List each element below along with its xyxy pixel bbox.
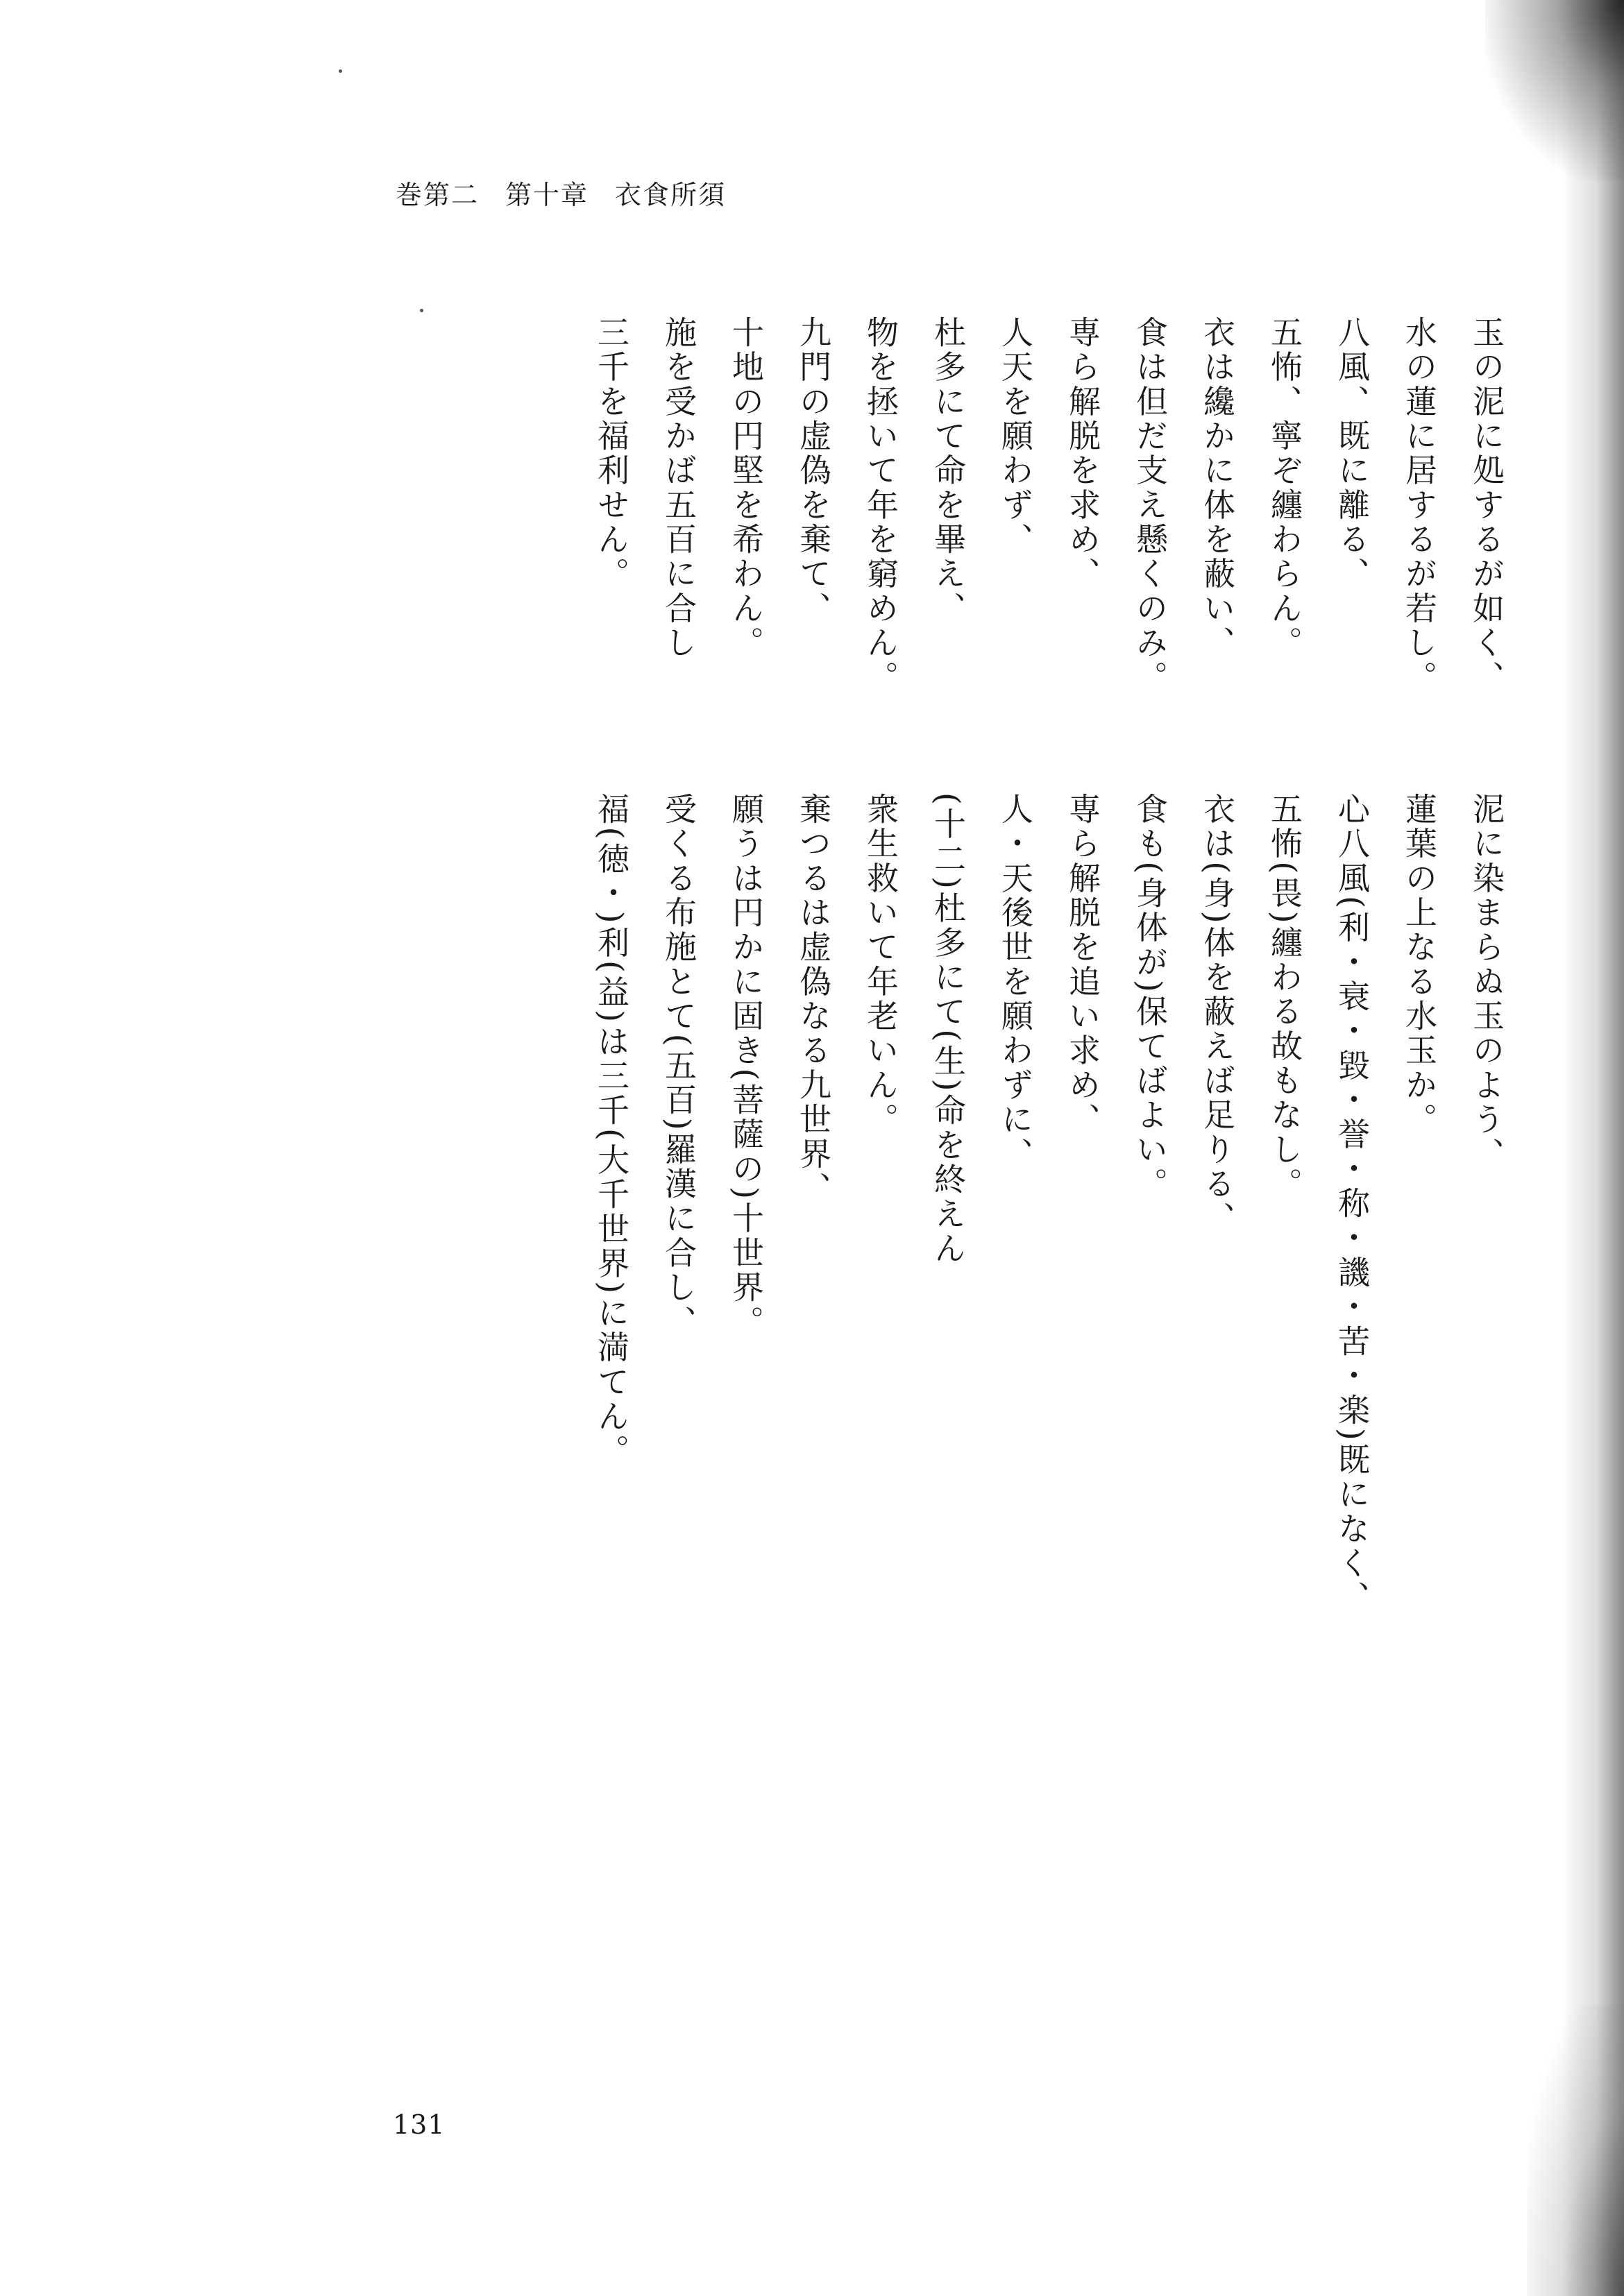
header-chapter: 第十章 bbox=[505, 180, 589, 210]
verse-line: 水の蓮に居するが若し。 bbox=[1401, 316, 1438, 695]
scan-shadow-edge bbox=[1562, 0, 1624, 2296]
translation-line: 人・天後世を願わずに、 bbox=[997, 792, 1034, 1172]
scan-speck bbox=[420, 309, 423, 312]
verse-line: 九門の虚偽を棄て、 bbox=[795, 316, 832, 627]
verse-line: 施を受かば五百に合し bbox=[660, 316, 697, 661]
verse-line: 三千を福利せん。 bbox=[593, 316, 630, 592]
verse-line: 杜多にて命を畢え、 bbox=[929, 316, 967, 627]
translation-block bbox=[534, 792, 1520, 1615]
verse-line: 玉の泥に処するが如く、 bbox=[1468, 316, 1505, 695]
verse-line: 物を拯いて年を窮めん。 bbox=[862, 316, 899, 695]
scan-shadow-bottom bbox=[1527, 2005, 1624, 2296]
translation-line: 願うは円かに固き(菩薩の)十世界。 bbox=[727, 792, 765, 1340]
verse-block bbox=[534, 316, 1520, 695]
verse-line: 専ら解脱を求め、 bbox=[1064, 316, 1101, 592]
translation-line: 泥に染まらぬ玉のよう、 bbox=[1468, 792, 1505, 1172]
translation-line: 蓮葉の上なる水玉か。 bbox=[1401, 792, 1438, 1137]
translation-line: 福(徳・)利(益)は三千(大千世界)に満てん。 bbox=[593, 792, 630, 1469]
header-title: 衣食所須 bbox=[615, 180, 727, 210]
scan-speck bbox=[339, 69, 342, 73]
translation-line: 衆生救いて年老いん。 bbox=[862, 792, 899, 1137]
verse-line: 八風、既に離る、 bbox=[1333, 316, 1371, 592]
header-volume: 巻第二 bbox=[396, 180, 480, 210]
translation-line: 食も(身体が)保てばよい。 bbox=[1131, 792, 1169, 1202]
translation-line: 心八風(利・衰・毀・誉・称・譏・苦・楽)既になく、 bbox=[1333, 792, 1371, 1615]
translation-line: 受くる布施とて(五百)羅漢に合し、 bbox=[660, 792, 697, 1340]
translation-line: 五怖(畏)纏わる故もなし。 bbox=[1266, 792, 1303, 1202]
scan-shadow-top bbox=[1485, 0, 1624, 180]
translation-line: 棄つるは虚偽なる九世界、 bbox=[795, 792, 832, 1207]
translation-line: 衣は(身)体を蔽えば足りる、 bbox=[1199, 792, 1236, 1236]
verse-line: 衣は纔かに体を蔽い、 bbox=[1199, 316, 1236, 661]
verse-line: 食は但だ支え懸くのみ。 bbox=[1131, 316, 1169, 695]
verse-line: 人天を願わず、 bbox=[997, 316, 1034, 557]
translation-line: (十二)杜多にて(生)命を終えん bbox=[929, 792, 967, 1266]
verse-line: 十地の円堅を希わん。 bbox=[727, 316, 765, 661]
translation-line: 専ら解脱を追い求め、 bbox=[1064, 792, 1101, 1137]
page-number: 131 bbox=[393, 2109, 446, 2140]
verse-line: 五怖、寧ぞ纏わらん。 bbox=[1266, 316, 1303, 661]
running-header bbox=[396, 173, 726, 212]
